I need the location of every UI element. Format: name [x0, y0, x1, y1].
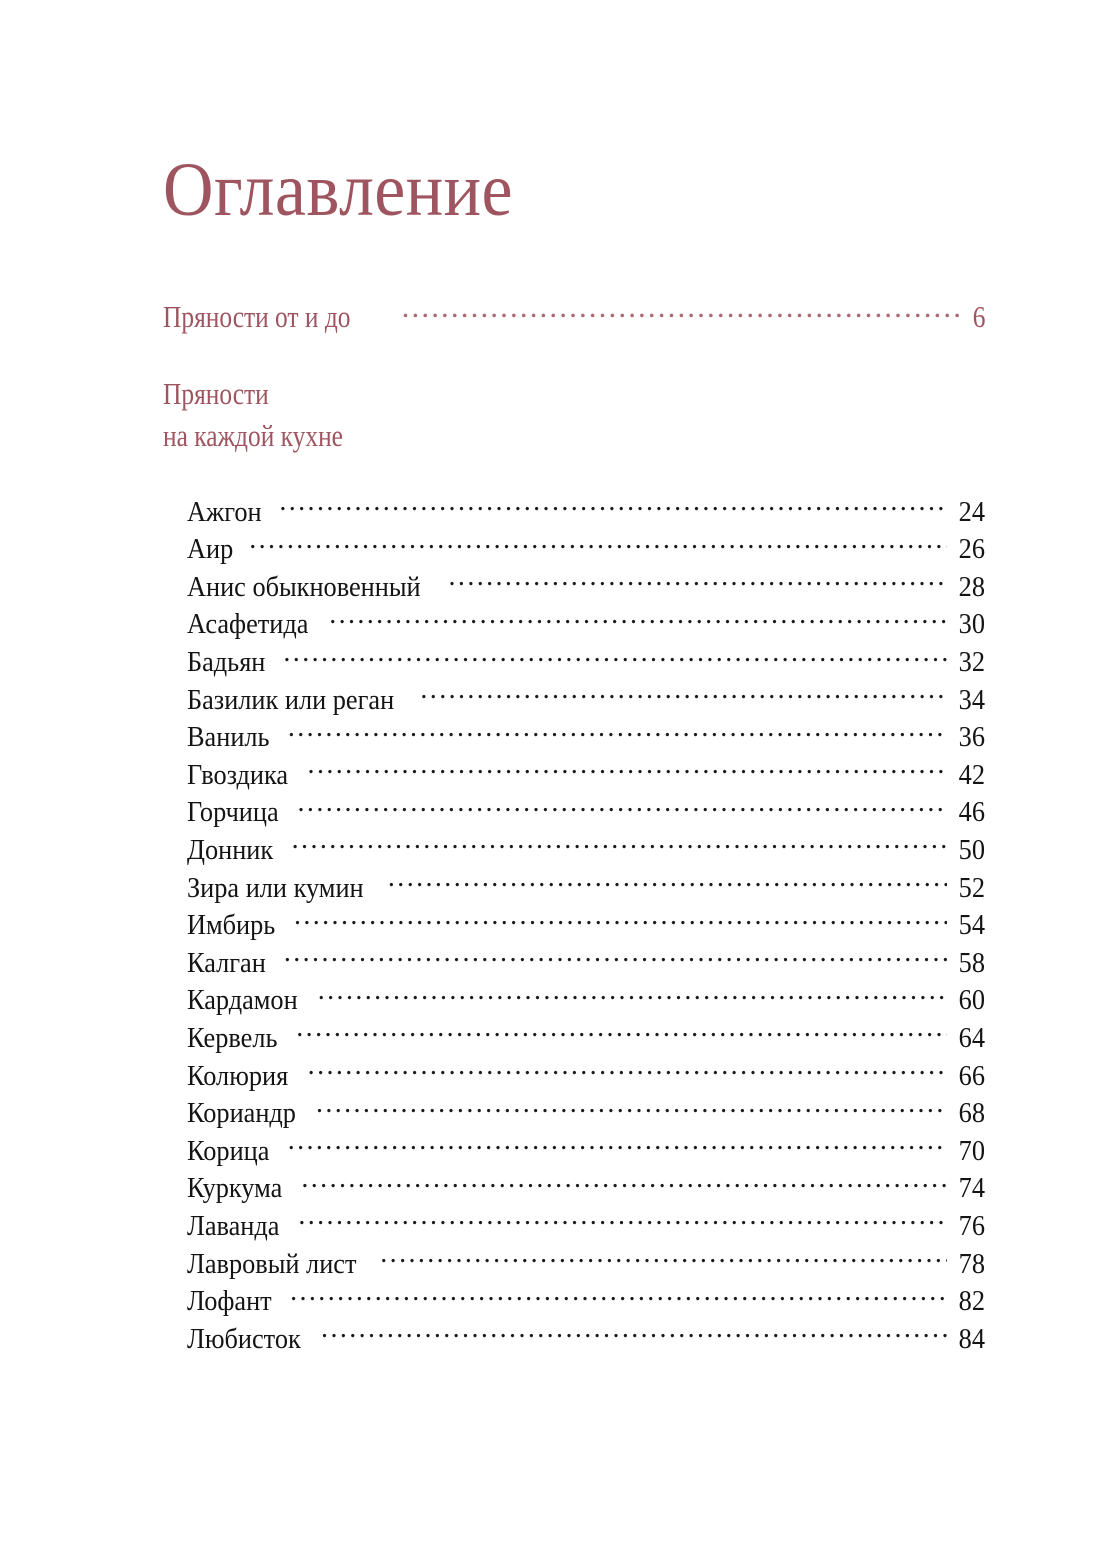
toc-entry-page: 58 [958, 947, 985, 979]
toc-entry-label: Любисток [187, 1323, 301, 1355]
toc-entry-page: 46 [958, 797, 985, 829]
toc-entry-page: 74 [958, 1173, 985, 1205]
leader-dots [449, 568, 947, 596]
toc-entry-label: Ажгон [187, 496, 262, 528]
toc-entry[interactable] [187, 869, 985, 907]
toc-entry-page: 32 [958, 647, 985, 679]
toc-entry-page: 84 [958, 1323, 985, 1355]
toc-entry[interactable] [187, 944, 985, 982]
toc-entry-page: 36 [958, 722, 985, 754]
toc-entry[interactable] [187, 756, 985, 794]
toc-entry-page: 60 [958, 985, 985, 1017]
toc-entry[interactable] [187, 1320, 985, 1358]
toc-entry[interactable] [187, 568, 985, 606]
toc-entry-label: Донник [187, 834, 274, 866]
toc-entry-page: 54 [958, 910, 985, 942]
toc-entry[interactable] [187, 681, 985, 719]
toc-entry[interactable] [187, 530, 985, 568]
toc-entry-label: Лавровый лист [187, 1248, 357, 1280]
toc-entry[interactable] [187, 1245, 985, 1283]
toc-entry-page: 34 [958, 684, 985, 716]
toc-entry-list [187, 493, 985, 1358]
leader-dots [402, 296, 964, 327]
toc-entry[interactable] [187, 906, 985, 944]
toc-entry-page: 30 [958, 609, 985, 641]
leader-dots [388, 869, 947, 897]
toc-entry-page: 66 [958, 1060, 985, 1092]
toc-entry-label: Асафетида [187, 609, 309, 641]
leader-dots [283, 643, 947, 671]
toc-chapter-heading-line2: на каждой кухне [163, 417, 343, 453]
leader-dots [301, 1169, 947, 1197]
toc-entry-page: 28 [958, 571, 985, 603]
toc-entry-label: Корица [187, 1135, 270, 1167]
toc-entry[interactable] [187, 718, 985, 756]
toc-section-intro-page: 6 [972, 299, 985, 334]
toc-entry[interactable] [187, 605, 985, 643]
leader-dots [308, 1057, 947, 1085]
leader-dots [298, 1207, 947, 1235]
toc-entry-page: 24 [958, 496, 985, 528]
page-title: Оглавление [163, 148, 514, 232]
toc-entry-page: 68 [958, 1098, 985, 1130]
toc-entry[interactable] [187, 1207, 985, 1245]
toc-chapter-heading-line1: Пряности [163, 375, 269, 411]
toc-entry-label: Бадьян [187, 647, 266, 679]
toc-entry[interactable] [187, 1094, 985, 1132]
toc-entry-label: Аир [187, 534, 234, 566]
toc-entry-label: Колюрия [187, 1060, 289, 1092]
toc-entry-label: Гвоздика [187, 759, 289, 791]
toc-entry[interactable] [187, 1282, 985, 1320]
leader-dots [279, 493, 947, 521]
toc-content [163, 0, 985, 1373]
leader-dots [249, 530, 947, 558]
leader-dots [318, 981, 947, 1009]
toc-entry-label: Зира или кумин [187, 872, 364, 904]
leader-dots [321, 1320, 947, 1348]
leader-dots [298, 793, 947, 821]
leader-dots [290, 1282, 947, 1310]
leader-dots [420, 681, 947, 709]
leader-dots [380, 1245, 947, 1273]
toc-entry-label: Кориандр [187, 1098, 296, 1130]
leader-dots [284, 944, 947, 972]
leader-dots [292, 831, 947, 859]
leader-dots [296, 1019, 947, 1047]
toc-entry-label: Лаванда [187, 1210, 280, 1242]
toc-entry[interactable] [187, 793, 985, 831]
toc-entry-label: Калган [187, 947, 266, 979]
toc-entry-label: Анис обыкновенный [187, 571, 421, 603]
toc-entry[interactable] [187, 493, 985, 531]
toc-entry[interactable] [187, 1169, 985, 1207]
toc-entry[interactable] [187, 643, 985, 681]
toc-entry-page: 78 [958, 1248, 985, 1280]
toc-entry-label: Имбирь [187, 910, 276, 942]
toc-entry-label: Куркума [187, 1173, 283, 1205]
toc-entry-label: Базилик или реган [187, 684, 395, 716]
leader-dots [288, 1132, 947, 1160]
toc-entry-page: 70 [958, 1135, 985, 1167]
leader-dots [329, 605, 947, 633]
toc-entry-page: 52 [958, 872, 985, 904]
toc-entry[interactable] [187, 1019, 985, 1057]
toc-entry-page: 64 [958, 1022, 985, 1054]
toc-entry[interactable] [187, 1132, 985, 1170]
leader-dots [308, 756, 947, 784]
toc-entry-page: 50 [958, 834, 985, 866]
toc-entry-page: 82 [958, 1286, 985, 1318]
toc-entry[interactable] [187, 1057, 985, 1095]
toc-entry[interactable] [187, 831, 985, 869]
toc-entry-label: Ваниль [187, 722, 270, 754]
toc-entry-page: 76 [958, 1210, 985, 1242]
toc-entry-page: 26 [958, 534, 985, 566]
leader-dots [288, 718, 947, 746]
toc-entry-label: Кардамон [187, 985, 298, 1017]
toc-section-intro-label: Пряности от и до [163, 299, 351, 334]
toc-entry-label: Лофант [187, 1286, 272, 1318]
toc-section-intro[interactable] [163, 296, 985, 335]
toc-entry-label: Кервель [187, 1022, 278, 1054]
toc-entry-label: Горчица [187, 797, 279, 829]
toc-entry-page: 42 [958, 759, 985, 791]
leader-dots [294, 906, 947, 934]
leader-dots [316, 1094, 947, 1122]
toc-chapter-heading [163, 373, 985, 457]
toc-entry[interactable] [187, 981, 985, 1019]
